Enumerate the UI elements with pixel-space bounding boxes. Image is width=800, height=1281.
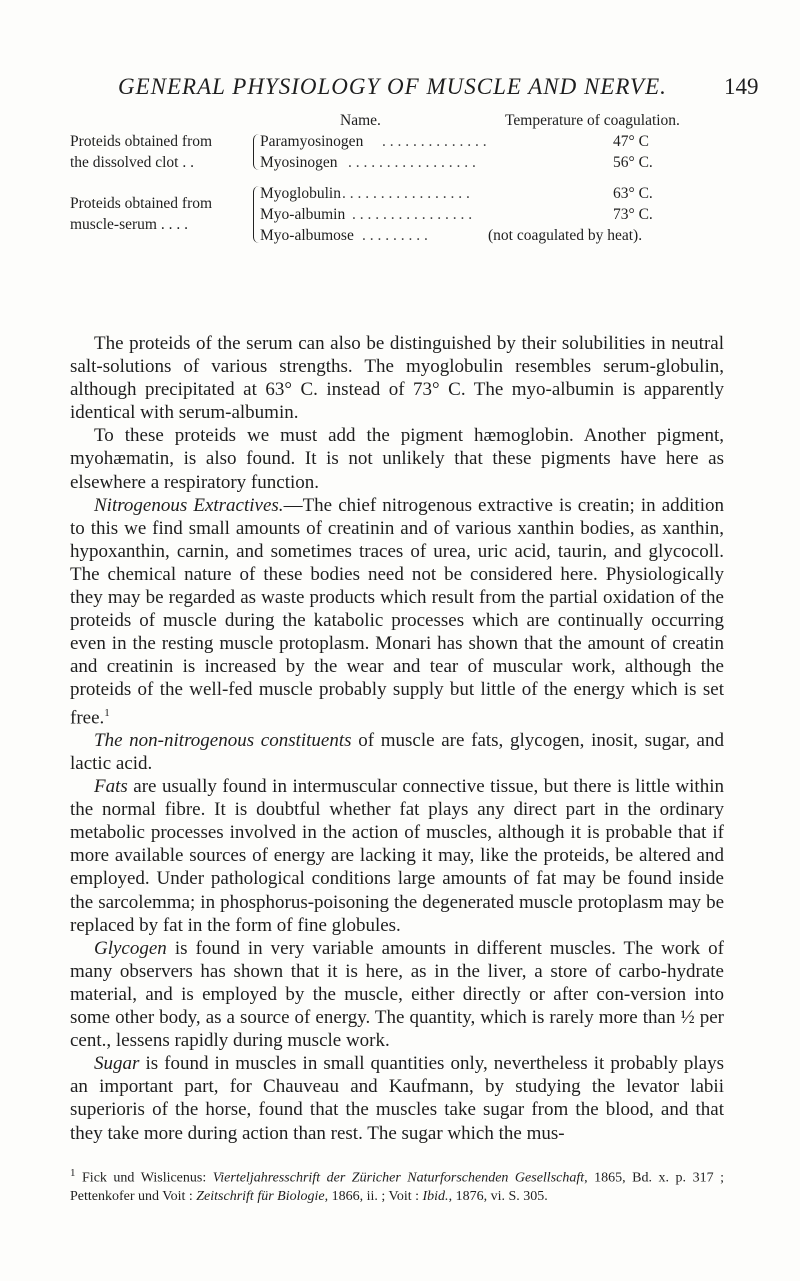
proteid-name: Myoglobulin [260,185,341,202]
paragraph: To these proteids we must add the pigment hæmoglobin. Another pigment, myohæmatin, is also found. It is not unlikely that these pigments have here as elsewhere a respiratory function. [70,425,724,493]
paragraph: The non-nitrogenous constituents of muscle are fats, glycogen, inosit, sugar, and lactic acid. [70,729,724,775]
section-heading: Sugar [94,1053,140,1075]
coagulation-table [70,110,710,246]
proteid-name: Myo-albumose [260,227,354,244]
coagulation-temp: 63° C. [613,185,653,202]
column-header-temperature: Temperature of coagulation. [505,112,680,129]
coagulation-temp: 73° C. [613,206,653,223]
column-header-name: Name. [340,112,381,129]
table-row [70,225,710,246]
table-header-row [70,110,710,131]
paragraph: Sugar is found in muscles in small quantities only, nevertheless it probably plays an important part, for Chauveau and Kaufmann, by studying the levator labii superioris of the horse, found that the muscles take sugar from the blood, and that they take more during action than rest. The sugar which the mus- [70,1053,724,1144]
table-row [70,183,710,212]
table-group-clot [70,131,710,173]
coagulation-temp: 47° C [613,133,649,150]
dot-leader: . . . . . . . . . . . . . . . . . [342,185,470,202]
table-group-serum [70,183,710,246]
paragraph: Glycogen is found in very variable amounts in different muscles. The work of many observers has shown that it is here, as in the liver, a store of carbo-hydrate material, and is employed by the muscle, either directly or after con-version into some other body, as a source of energy. The quantity, which is rarely more than ½ per cent., lessens rapidly during muscle work. [70,937,724,1052]
group-label: Proteids obtained from [70,133,213,150]
table-row [70,152,710,173]
section-heading: Glycogen [94,937,167,959]
dot-leader: . . . . . . . . . . . . . . . . [352,206,473,223]
dot-leader: . . . . . . . . . [362,227,428,244]
footnote: $^1$ Fick und Wislicenus: Vierteljahresschrift der Züricher Naturforschenden Gesellschaft, 1865, Bd. x. p. 317 ; Pettenkofer und Voit : Zeitschrift für Biologie, 1866, ii. ; Voit : Ibid., 1876, vi. S. 305. [70,1167,724,1204]
page-number: 149 [724,74,759,99]
proteid-name: Paramyosinogen [260,133,364,150]
group-label: the dissolved clot . . [70,154,194,171]
paragraph: Fats are usually found in intermuscular connective tissue, but there is little within the normal fibre. It is doubtful whether fat plays any direct part in the ordinary metabolic processes involved in the action of muscles, although it is probable that if more available sources of energy are lacking it may, like the proteids, be altered and employed. Under pathological conditions large amounts of fat may be found inside the sarcolemma; in phosphorus-poisoning the degenerated muscle protoplasm may be replaced by fat in the form of fine globules. [70,776,724,936]
running-head: GENERAL PHYSIOLOGY OF MUSCLE AND NERVE. [118,74,667,99]
table-row [70,131,710,152]
footnote-reference: 1 [104,706,110,719]
group-label: Proteids obtained from [70,195,213,212]
coagulation-temp: 56° C. [613,154,653,171]
section-heading: Nitrogenous Extractives. [94,494,284,516]
dot-leader: . . . . . . . . . . . . . . . . . [348,154,476,171]
group-label: muscle-serum . . . . [70,216,188,233]
footnote-marker: 1 [70,1167,76,1179]
section-heading: Fats [94,776,128,798]
proteid-name: Myosinogen [260,154,338,171]
paragraph: The proteids of the serum can also be distinguished by their solubilities in neutral salt-solutions of various strengths. The myoglobulin resembles serum-globulin, although precipitated at 63° C. instead of 73° C. The myo-albumin is apparently identical with serum-albumin. [70,333,724,424]
section-heading: The non-nitrogenous constituents [94,729,352,751]
table-row [70,204,710,233]
proteid-name: Myo-albumin [260,206,346,223]
body-text [70,332,724,1145]
paragraph: Nitrogenous Extractives.—The chief nitrogenous extractive is creatin; in addition to this we find small amounts of creatinin and of various xanthin bodies, as xanthin, hypoxanthin, carnin, and sometimes traces of urea, uric acid, taurin, and glycocoll. The chemical nature of these bodies need not be considered here. Physiologically they may be regarded as waste products which result from the partial oxidation of the proteids of muscle during the katabolic processes which are continually occurring even in the resting muscle protoplasm. Monari has shown that the amount of creatin and creatinin is increased by the wear and tear of muscular work, although the proteids of the well-fed muscle probably supply but little of the energy which is set free.$^1$ [70,494,724,728]
dot-leader: . . . . . . . . . . . . . . [382,133,487,150]
coagulation-temp: (not coagulated by heat). [488,227,643,244]
